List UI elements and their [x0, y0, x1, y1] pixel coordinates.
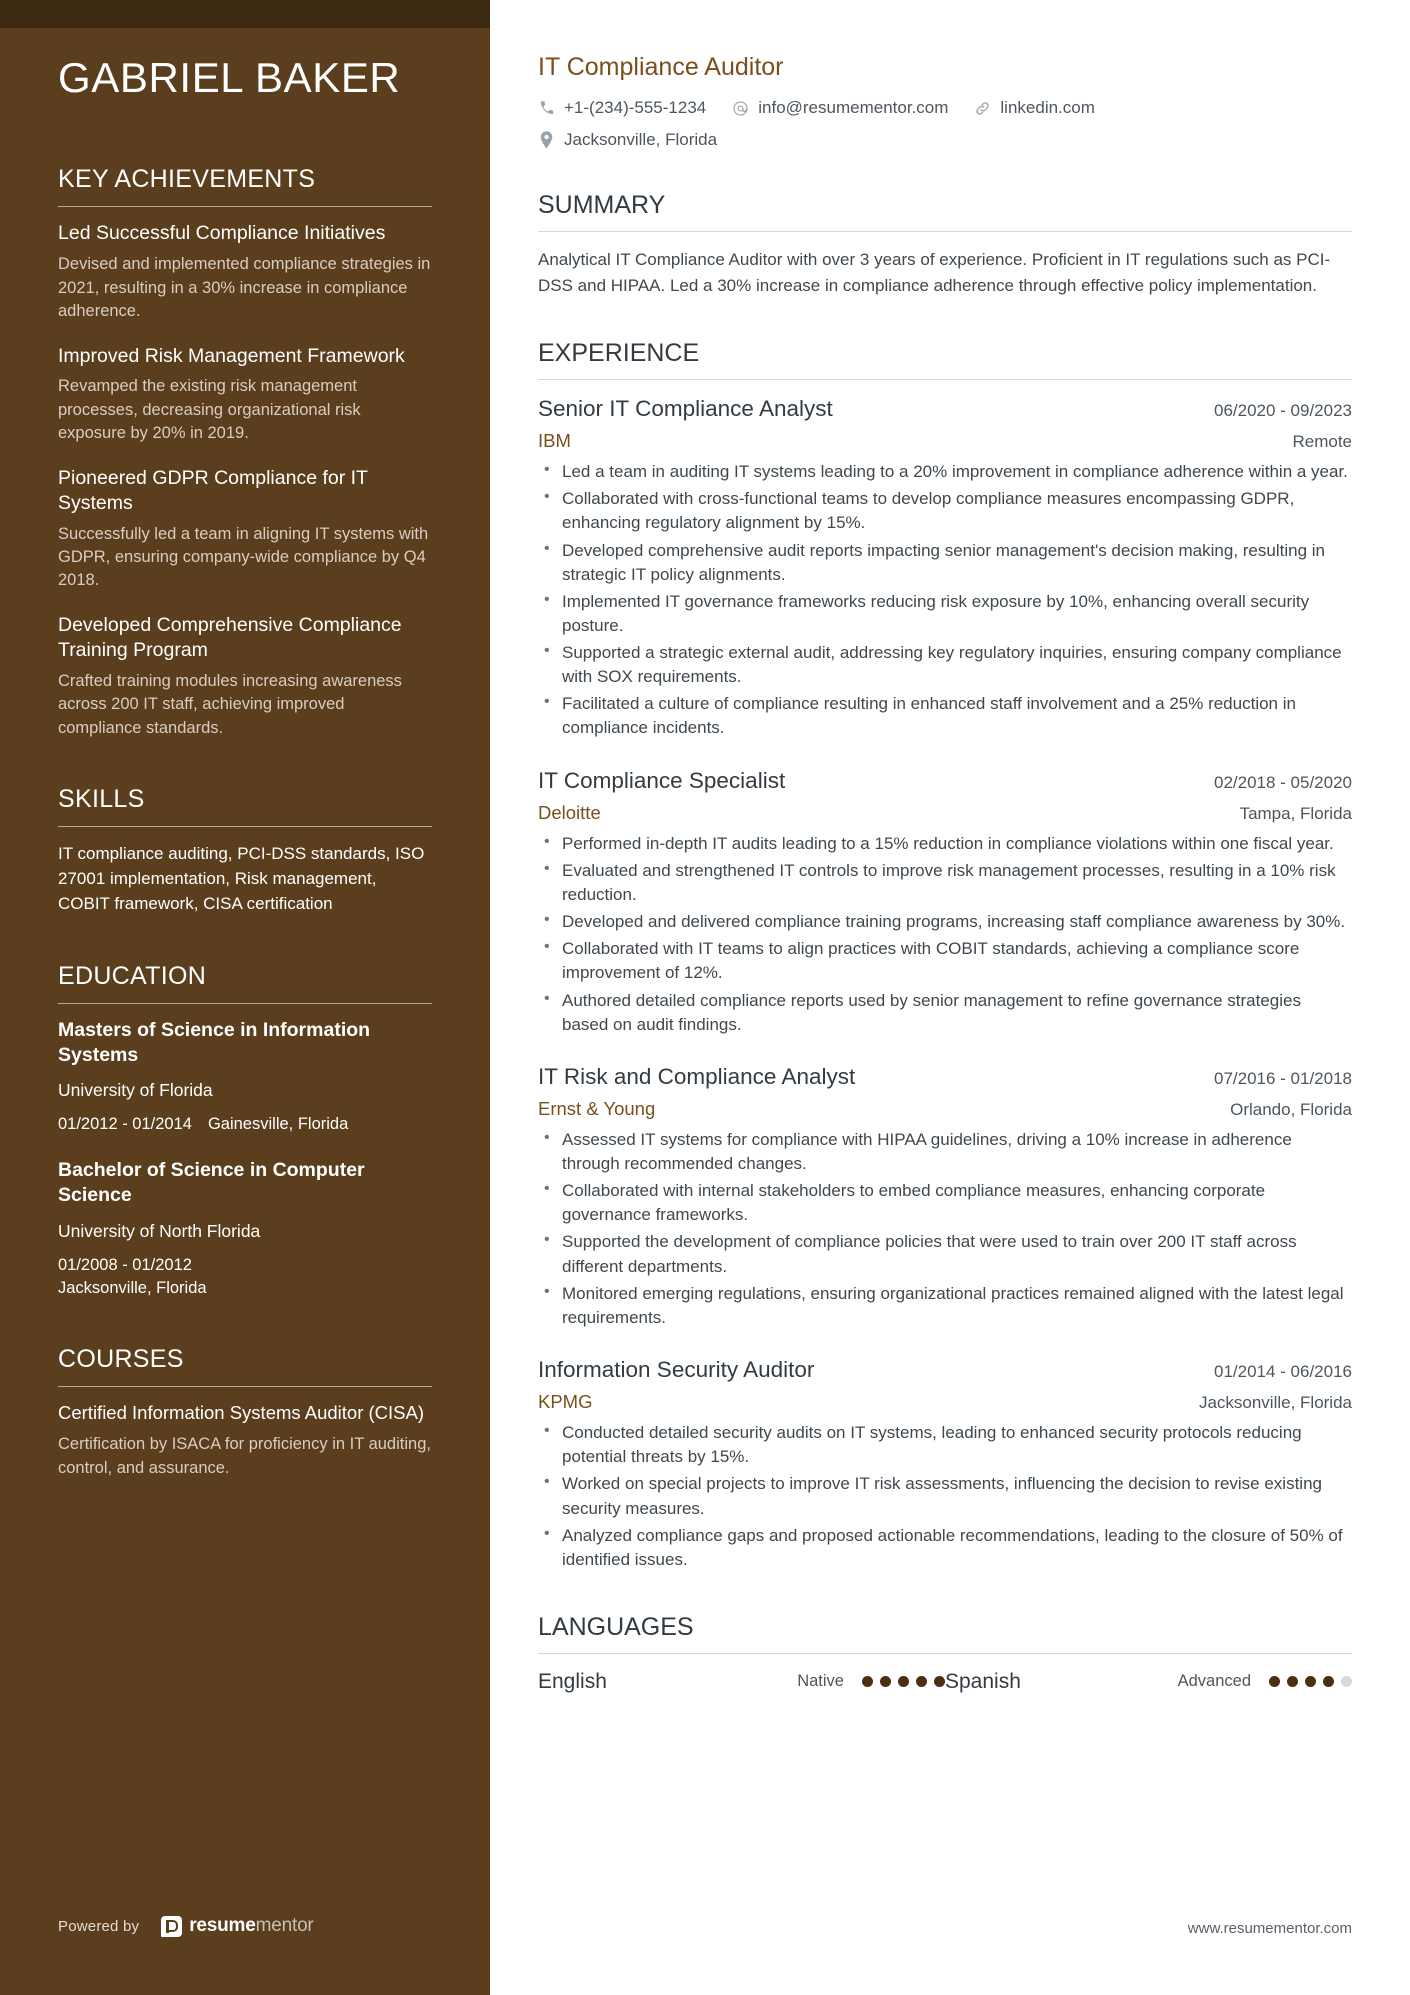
divider — [538, 1653, 1352, 1654]
rating-dot-filled — [916, 1676, 927, 1687]
section-courses — [58, 1344, 432, 1480]
candidate-name: GABRIEL BAKER — [58, 54, 401, 101]
job-dates: 02/2018 - 05/2020 — [1213, 772, 1352, 792]
experience-header — [538, 1063, 1352, 1090]
job-bullet: • Monitored emerging regulations, ensuring organizational practices remained aligned with the latest legal requirements. — [538, 1282, 1352, 1330]
location-icon — [538, 132, 555, 149]
achievement-item — [58, 344, 432, 446]
job-dates: 06/2020 - 09/2023 — [1213, 401, 1352, 420]
language-level: Native — [797, 1671, 844, 1690]
sidebar-topbar — [0, 0, 490, 28]
education-degree: Bachelor of Science in Computer Science — [58, 1159, 365, 1207]
experience-heading: EXPERIENCE — [538, 339, 700, 367]
job-bullet: • Implemented IT governance frameworks reducing risk exposure by 10%, enhancing overall security posture. — [538, 590, 1352, 638]
page-title: IT Compliance Auditor — [538, 53, 784, 81]
rating-dot-filled — [934, 1676, 945, 1687]
section-summary — [538, 190, 1352, 298]
experience-header — [538, 1356, 1352, 1383]
key-achievements-heading: KEY ACHIEVEMENTS — [58, 165, 316, 194]
job-company: KPMG — [538, 1390, 593, 1412]
experience-subheader — [538, 1391, 1352, 1413]
contact-location — [538, 130, 717, 150]
achievement-title: Pioneered GDPR Compliance for IT Systems — [58, 466, 368, 514]
resumementor-logo — [161, 1915, 313, 1937]
job-bullet: • Authored detailed compliance reports used by senior management to refine governance strategies based on audit findings. — [538, 989, 1352, 1037]
summary-heading: SUMMARY — [538, 191, 666, 219]
job-bullets — [538, 1421, 1352, 1572]
education-item — [58, 1018, 432, 1137]
experience-subheader — [538, 802, 1352, 824]
achievement-description: Successfully led a team in aligning IT systems with GDPR, ensuring company-wide compliance by Q4 2018. — [58, 524, 429, 590]
job-role: IT Risk and Compliance Analyst — [538, 1063, 856, 1089]
job-bullets — [538, 460, 1352, 740]
rating-dot-filled — [1323, 1676, 1334, 1687]
job-bullets — [538, 832, 1352, 1037]
contact-linkedin — [974, 98, 1095, 118]
sidebar-footer — [58, 1915, 314, 1937]
sidebar — [0, 0, 490, 1995]
powered-by-label: Powered by — [58, 1917, 140, 1935]
skills-list: IT compliance auditing, PCI-DSS standards, ISO 27001 implementation, Risk management, COBIT framework, CISA certification — [58, 844, 425, 914]
job-role: Senior IT Compliance Analyst — [538, 396, 833, 421]
language-item — [945, 1669, 1352, 1694]
rating-dot-filled — [1287, 1676, 1298, 1687]
education-dates: 01/2012 - 01/2014 — [58, 1115, 192, 1134]
education-item — [58, 1158, 432, 1300]
education-meta — [58, 1113, 432, 1136]
job-bullet: • Collaborated with internal stakeholders to embed compliance measures, enhancing corporate governance frameworks. — [538, 1179, 1352, 1227]
email-icon — [732, 100, 749, 117]
job-bullet: • Developed and delivered compliance training programs, increasing staff compliance awareness by 30%. — [538, 910, 1352, 934]
achievement-title: Led Successful Compliance Initiatives — [58, 222, 386, 245]
job-bullet: • Facilitated a culture of compliance resulting in enhanced staff involvement and a 25% reduction in compliance incidents. — [538, 692, 1352, 740]
job-bullet: • Conducted detailed security audits on IT systems, leading to enhanced security protocols reducing potential threats by 15%. — [538, 1421, 1352, 1469]
divider — [58, 826, 432, 827]
contact-location-value: Jacksonville, Florida — [564, 130, 718, 149]
language-rating — [797, 1672, 945, 1691]
rating-dot-filled — [1269, 1676, 1280, 1687]
language-name: English — [538, 1669, 607, 1693]
job-company: Deloitte — [538, 801, 601, 823]
job-location: Jacksonville, Florida — [1198, 1392, 1352, 1412]
experience-item — [538, 767, 1352, 1037]
contact-linkedin-value[interactable]: linkedin.com — [1000, 98, 1095, 117]
language-dots — [862, 1676, 945, 1687]
job-bullet: • Led a team in auditing IT systems leading to a 20% improvement in compliance adherence within a year. — [538, 460, 1352, 484]
job-dates: 07/2016 - 01/2018 — [1213, 1068, 1352, 1088]
languages-heading: LANGUAGES — [538, 1612, 694, 1641]
job-dates: 01/2014 - 06/2016 — [1213, 1361, 1352, 1381]
course-title: Certified Information Systems Auditor (CISA) — [58, 1402, 425, 1424]
resumementor-logo-text — [189, 1915, 313, 1937]
experience-subheader — [538, 430, 1352, 452]
job-location: Remote — [1292, 432, 1352, 451]
contact-phone-value: +1-(234)-555-1234 — [564, 98, 707, 117]
divider — [58, 1003, 432, 1004]
course-description: Certification by ISACA for proficiency in IT auditing, control, and assurance. — [58, 1435, 431, 1477]
education-school: University of North Florida — [58, 1221, 261, 1242]
achievement-title: Improved Risk Management Framework — [58, 344, 405, 367]
section-education — [58, 961, 432, 1301]
job-role: IT Compliance Specialist — [538, 767, 786, 793]
language-dots — [1269, 1676, 1352, 1687]
divider — [58, 1386, 432, 1387]
language-name: Spanish — [945, 1669, 1021, 1693]
course-item — [58, 1401, 432, 1480]
experience-item — [538, 1063, 1352, 1330]
education-heading: EDUCATION — [58, 961, 207, 990]
courses-heading: COURSES — [58, 1345, 184, 1374]
job-bullet: • Assessed IT systems for compliance with HIPAA guidelines, driving a 10% increase in adherence through recommended changes. — [538, 1128, 1352, 1176]
divider — [538, 379, 1352, 380]
experience-header — [538, 395, 1352, 422]
rating-dot-empty — [1341, 1676, 1352, 1687]
resumementor-logo-icon — [161, 1916, 182, 1937]
job-company: IBM — [538, 430, 571, 451]
job-bullet: • Supported a strategic external audit, addressing key regulatory inquiries, ensuring company compliance with SOX requirements. — [538, 641, 1352, 689]
job-bullet: • Collaborated with IT teams to align practices with COBIT standards, achieving a compliance score improvement of 12%. — [538, 937, 1352, 985]
job-role: Information Security Auditor — [538, 1356, 815, 1382]
section-languages — [538, 1612, 1352, 1694]
job-bullet: • Collaborated with cross-functional teams to develop compliance measures encompassing GDPR, enhancing regulatory alignment by 15%. — [538, 487, 1352, 535]
language-level: Advanced — [1177, 1671, 1251, 1690]
section-key-achievements — [58, 164, 432, 740]
achievement-item — [58, 221, 432, 323]
experience-item — [538, 1356, 1352, 1572]
divider — [538, 231, 1352, 232]
contact-email — [732, 98, 948, 118]
experience-item — [538, 395, 1352, 741]
achievement-item — [58, 466, 432, 593]
rating-dot-filled — [880, 1676, 891, 1687]
education-school: University of Florida — [58, 1080, 213, 1101]
languages-row — [538, 1669, 1352, 1694]
achievement-description: Devised and implemented compliance strategies in 2021, resulting in a 30% increase in compliance adherence. — [58, 255, 431, 321]
job-bullet: • Analyzed compliance gaps and proposed actionable recommendations, leading to the closure of 50% of identified issues. — [538, 1524, 1352, 1572]
phone-icon — [538, 100, 555, 117]
skills-heading: SKILLS — [58, 785, 145, 814]
section-experience — [538, 338, 1352, 1572]
job-bullet: • Performed in-depth IT audits leading to a 15% reduction in compliance violations within one fiscal year. — [538, 832, 1352, 856]
education-meta — [58, 1254, 432, 1300]
job-bullet: • Evaluated and strengthened IT controls to improve risk management processes, resulting in a 10% risk reduction. — [538, 859, 1352, 907]
job-bullet: • Developed comprehensive audit reports impacting senior management's decision making, resulting in strategic IT policy alignments. — [538, 539, 1352, 587]
education-location: Gainesville, Florida — [207, 1115, 349, 1134]
link-icon — [974, 100, 991, 117]
language-rating — [1178, 1672, 1352, 1691]
footer-url: www.resumementor.com — [1187, 1920, 1352, 1937]
divider — [58, 206, 432, 207]
education-location: Jacksonville, Florida — [58, 1279, 207, 1298]
main-content — [490, 0, 1410, 1995]
job-location: Tampa, Florida — [1239, 803, 1352, 823]
summary-text: Analytical IT Compliance Auditor with over 3 years of experience. Proficient in IT regulations such as PCI-DSS and HIPAA. Led a 30% increase in compliance adherence through effective policy implementation. — [538, 250, 1331, 295]
achievement-description: Revamped the existing risk management processes, decreasing organizational risk exposure by 20% in 2019. — [58, 377, 361, 443]
contact-row — [538, 98, 1352, 150]
logo-light-part: mentor — [255, 1915, 314, 1936]
job-bullets — [538, 1128, 1352, 1330]
achievement-description: Crafted training modules increasing awareness across 200 IT staff, achieving improved compliance standards. — [58, 671, 402, 737]
logo-bold-part: resume — [189, 1915, 256, 1936]
experience-subheader — [538, 1098, 1352, 1120]
rating-dot-filled — [1305, 1676, 1316, 1687]
education-degree: Masters of Science in Information Systems — [58, 1018, 371, 1066]
section-skills — [58, 784, 432, 916]
contact-email-value[interactable]: info@resumementor.com — [758, 98, 949, 117]
experience-header — [538, 767, 1352, 794]
job-location: Orlando, Florida — [1230, 1099, 1352, 1119]
achievement-title: Developed Comprehensive Compliance Training Program — [58, 613, 402, 661]
language-item — [538, 1669, 945, 1694]
rating-dot-filled — [862, 1676, 873, 1687]
rating-dot-filled — [898, 1676, 909, 1687]
job-bullet: • Supported the development of compliance policies that were used to train over 200 IT staff across different departments. — [538, 1230, 1352, 1278]
achievement-item — [58, 613, 432, 740]
education-dates: 01/2008 - 01/2012 — [58, 1255, 192, 1274]
contact-phone — [538, 98, 706, 118]
job-company: Ernst & Young — [538, 1097, 656, 1119]
job-bullet: • Worked on special projects to improve IT risk assessments, influencing the decision to revise existing security measures. — [538, 1472, 1352, 1520]
